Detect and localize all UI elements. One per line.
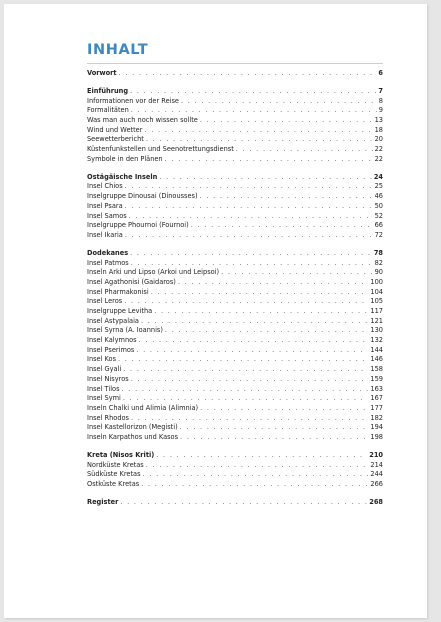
toc-entry	[87, 326, 383, 336]
dot-leader	[200, 192, 373, 202]
toc-page-number: 78	[373, 248, 383, 257]
toc-page-number: 194	[370, 423, 383, 432]
toc-entry-label: Register	[87, 497, 119, 506]
toc-page-number: 198	[370, 432, 383, 441]
dot-leader	[125, 202, 373, 212]
toc-entry	[87, 470, 383, 480]
toc-entry	[87, 155, 383, 165]
toc-entry-label: Insel Pserimos	[87, 345, 135, 354]
toc-page-number: 146	[370, 355, 383, 364]
dot-leader	[146, 461, 369, 471]
toc-entry-label: Ostküste Kretas	[87, 480, 140, 488]
toc-page-number: 50	[374, 201, 383, 210]
toc-entry	[87, 288, 383, 298]
toc-entry	[87, 182, 383, 192]
toc-entry-label: Insel Chios	[87, 182, 123, 191]
toc-page-number: 177	[370, 403, 383, 412]
toc-page-number: 144	[370, 345, 383, 354]
toc-page-number: 25	[374, 182, 383, 191]
dot-leader	[181, 97, 377, 107]
dot-leader	[129, 212, 373, 222]
toc-page-number: 105	[370, 297, 383, 306]
toc-page-number: 167	[370, 394, 383, 403]
toc-entry	[87, 480, 383, 490]
toc-page-number: 210	[369, 450, 383, 459]
dot-leader	[124, 297, 368, 307]
toc-page-number: 8	[378, 96, 383, 105]
toc-entry	[87, 365, 383, 375]
toc-entry-label: Inselgruppe Dinousai (Dinousses)	[87, 192, 198, 201]
toc-entry	[87, 268, 383, 278]
toc-entry-label: Insel Gyali	[87, 365, 122, 374]
toc-entry-label: Inseln Karpathos und Kasos	[87, 432, 179, 441]
dot-leader	[141, 480, 368, 490]
toc-entry-label: Insel Agathonisi (Gaidaros)	[87, 277, 176, 286]
table-of-contents	[87, 69, 383, 516]
toc-entry-label: Nordküste Kretas	[87, 460, 144, 469]
toc-page-number: 266	[370, 480, 383, 488]
dot-leader	[131, 414, 368, 424]
toc-page-number: 6	[378, 69, 383, 77]
toc-chapter-entry	[87, 451, 383, 461]
toc-entry	[87, 461, 383, 471]
toc-entry-label: Inseln Arki und Lipso (Arkoi und Leipsoi)	[87, 268, 220, 277]
toc-entry-label: Informationen vor der Reise	[87, 96, 179, 105]
toc-page-number: 214	[370, 460, 383, 469]
toc-page-number: 117	[370, 307, 383, 316]
toc-page-number: 121	[370, 316, 383, 325]
toc-entry-label: Insel Astypalaia	[87, 316, 139, 325]
toc-page-number: 163	[370, 384, 383, 393]
title-divider	[87, 63, 383, 64]
toc-entry-label: Insel Rhodos	[87, 413, 129, 422]
toc-page-number: 82	[374, 258, 383, 267]
toc-section	[87, 498, 383, 508]
toc-entry-label: Insel Patmos	[87, 258, 129, 267]
toc-entry-label: Dodekanes	[87, 248, 129, 257]
toc-entry	[87, 126, 383, 136]
toc-entry	[87, 375, 383, 385]
toc-page-number: 244	[370, 470, 383, 479]
toc-entry-label: Insel Kalymnos	[87, 336, 137, 345]
toc-entry-label: Vorwort	[87, 69, 117, 77]
dot-leader	[131, 375, 369, 385]
toc-entry	[87, 97, 383, 107]
toc-entry	[87, 145, 383, 155]
dot-leader	[143, 470, 369, 480]
toc-entry-label: Insel Kastellorizon (Megisti)	[87, 423, 178, 432]
toc-entry	[87, 135, 383, 145]
dot-leader	[123, 365, 368, 375]
toc-entry	[87, 106, 383, 116]
toc-entry-label: Insel Kos	[87, 355, 117, 364]
dot-leader	[118, 355, 368, 365]
dot-leader	[144, 126, 372, 136]
dot-leader	[156, 451, 367, 461]
dot-leader	[125, 182, 373, 192]
toc-page-number: 158	[370, 365, 383, 374]
toc-entry	[87, 202, 383, 212]
toc-entry	[87, 394, 383, 404]
dot-leader	[120, 498, 367, 508]
toc-entry-label: Küstenfunkstellen und Seenotrettungsdienst	[87, 145, 234, 154]
toc-entry	[87, 404, 383, 414]
toc-page-number: 13	[374, 116, 383, 125]
toc-page-number: 182	[370, 413, 383, 422]
dot-leader	[221, 268, 373, 278]
toc-entry-label: Einführung	[87, 86, 129, 95]
dot-leader	[119, 69, 377, 79]
toc-page-number: 104	[370, 287, 383, 296]
dot-leader	[180, 433, 368, 443]
toc-entry	[87, 212, 383, 222]
toc-entry-label: Insel Leros	[87, 297, 123, 306]
toc-section	[87, 249, 383, 443]
toc-entry	[87, 231, 383, 241]
toc-entry	[87, 259, 383, 269]
toc-entry-label: Insel Symi	[87, 394, 121, 403]
toc-page-number: 268	[369, 497, 383, 506]
dot-leader	[123, 394, 369, 404]
toc-entry-label: Insel Samos	[87, 211, 127, 220]
toc-entry-label: Kreta (Nisos Kriti)	[87, 450, 155, 459]
toc-section	[87, 451, 383, 490]
toc-page-number: 24	[373, 172, 383, 181]
toc-chapter-entry	[87, 498, 383, 508]
dot-leader	[125, 231, 373, 241]
toc-entry-label: Insel Pharmakonisi	[87, 287, 149, 296]
dot-leader	[131, 259, 373, 269]
toc-entry-label: Insel Syrna (A. Ioannis)	[87, 326, 163, 335]
toc-entry-label: Was man auch noch wissen sollte	[87, 116, 198, 125]
dot-leader	[165, 326, 368, 336]
toc-chapter-entry	[87, 249, 383, 259]
dot-leader	[178, 278, 369, 288]
toc-entry	[87, 433, 383, 443]
toc-entry	[87, 116, 383, 126]
toc-entry	[87, 278, 383, 288]
toc-entry	[87, 355, 383, 365]
toc-entry	[87, 346, 383, 356]
dot-leader	[130, 87, 376, 97]
toc-chapter-entry	[87, 69, 383, 79]
toc-entry	[87, 414, 383, 424]
toc-entry-label: Seewetterbericht	[87, 135, 144, 144]
dot-leader	[200, 116, 373, 126]
dot-leader	[146, 135, 373, 145]
dot-leader	[236, 145, 373, 155]
toc-page-number: 100	[370, 277, 383, 286]
toc-entry	[87, 192, 383, 202]
toc-page-number: 7	[378, 86, 383, 95]
toc-page-number: 20	[374, 135, 383, 144]
dot-leader	[159, 173, 371, 183]
toc-entry-label: Insel Ikaria	[87, 230, 123, 239]
dot-leader	[165, 155, 373, 165]
toc-section	[87, 87, 383, 165]
toc-page-number: 72	[374, 230, 383, 239]
dot-leader	[154, 307, 368, 317]
dot-leader	[139, 336, 369, 346]
toc-entry	[87, 317, 383, 327]
dot-leader	[180, 423, 369, 433]
toc-entry	[87, 423, 383, 433]
dot-leader	[151, 288, 369, 298]
toc-page-number: 46	[374, 192, 383, 201]
dot-leader	[191, 221, 373, 231]
toc-page-number: 22	[374, 154, 383, 163]
toc-entry-label: Insel Psara	[87, 201, 123, 210]
document-page	[4, 4, 427, 618]
toc-page-number: 132	[370, 336, 383, 345]
dot-leader	[136, 346, 368, 356]
toc-entry	[87, 221, 383, 231]
toc-page-number: 18	[374, 125, 383, 134]
toc-entry	[87, 297, 383, 307]
toc-section	[87, 69, 383, 79]
toc-entry-label: Inselgruppe Phournoi (Fournoi)	[87, 221, 189, 230]
toc-entry-label: Ostägäische Inseln	[87, 172, 158, 181]
toc-entry	[87, 307, 383, 317]
toc-chapter-entry	[87, 173, 383, 183]
toc-page-number: 9	[378, 106, 383, 115]
toc-page-number: 52	[374, 211, 383, 220]
toc-section	[87, 173, 383, 241]
toc-entry-label: Wind und Wetter	[87, 125, 143, 134]
toc-entry-label: Symbole in den Plänen	[87, 154, 163, 163]
toc-entry-label: Südküste Kretas	[87, 470, 141, 479]
page-title: INHALT	[87, 42, 149, 58]
toc-entry	[87, 385, 383, 395]
toc-page-number: 90	[374, 268, 383, 277]
toc-page-number: 22	[374, 145, 383, 154]
toc-entry-label: Formalitäten	[87, 106, 129, 115]
toc-chapter-entry	[87, 87, 383, 97]
dot-leader	[130, 249, 372, 259]
toc-entry-label: Inselgruppe Levitha	[87, 307, 153, 316]
dot-leader	[122, 385, 369, 395]
toc-page-number: 130	[370, 326, 383, 335]
dot-leader	[131, 106, 377, 116]
toc-page-number: 66	[374, 221, 383, 230]
toc-entry-label: Insel Nisyros	[87, 374, 129, 383]
dot-leader	[141, 317, 368, 327]
toc-entry	[87, 336, 383, 346]
toc-page-number: 159	[370, 374, 383, 383]
toc-entry-label: Insel Tilos	[87, 384, 120, 393]
dot-leader	[200, 404, 368, 414]
toc-entry-label: Inseln Chalki und Alimia (Alimnia)	[87, 403, 199, 412]
